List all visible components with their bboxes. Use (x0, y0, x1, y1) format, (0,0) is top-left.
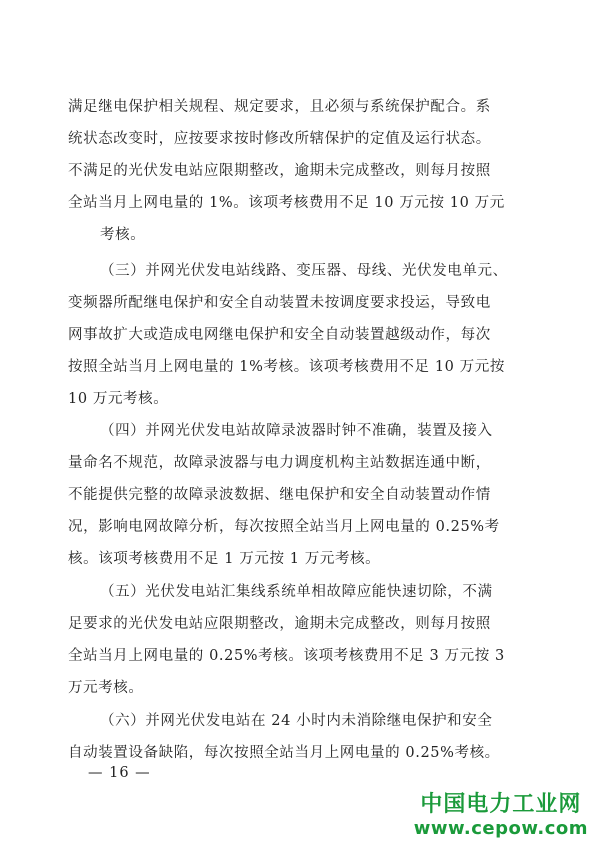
watermark-site-url: www.cepow.com (413, 818, 588, 839)
text-line: 全站当月上网电量的 0.25%考核。该项考核费用不足 3 万元按 3 (68, 648, 505, 664)
text-line: 满足继电保护相关规程、规定要求，且必须与系统保护配合。系 (68, 99, 491, 115)
text-line: （三）并网光伏发电站线路、变压器、母线、光伏发电单元、 (100, 263, 508, 279)
text-line: 不能提供完整的故障录波数据、继电保护和安全自动装置动作情 (68, 487, 491, 503)
text-line: （四）并网光伏发电站故障录波器时钟不准确，装置及接入 (100, 423, 493, 439)
text-line: 考核。 (100, 227, 146, 243)
text-line: 按照全站当月上网电量的 1%考核。该项考核费用不足 10 万元按 (68, 359, 505, 375)
text-line: 量命名不规范，故障录波器与电力调度机构主站数据连通中断， (68, 455, 491, 471)
page-number: — 16 — (88, 765, 151, 781)
site-watermark (414, 792, 588, 840)
text-line: 网事故扩大或造成电网继电保护和安全自动装置越级动作，每次 (68, 327, 491, 343)
text-line: 自动装置设备缺陷，每次按照全站当月上网电量的 0.25%考核。 (68, 745, 500, 761)
text-line: （五）光伏发电站汇集线系统单相故障应能快速切除，不满 (100, 584, 493, 600)
text-line: 全站当月上网电量的 1%。该项考核费用不足 10 万元按 10 万元 (68, 195, 505, 211)
watermark-site-name: 中国电力工业网 (420, 792, 582, 817)
text-line: 变频器所配继电保护和安全自动装置未按调度要求投运，导致电 (68, 295, 491, 311)
text-line: 不满足的光伏发电站应限期整改，逾期未完成整改，则每月按照 (68, 163, 491, 179)
text-line: 统状态改变时，应按要求按时修改所辖保护的定值及运行状态。 (68, 131, 491, 147)
text-line: 足要求的光伏发电站应限期整改，逾期未完成整改，则每月按照 (68, 616, 491, 632)
text-line: 万元考核。 (68, 680, 144, 696)
text-line: 10 万元考核。 (68, 391, 169, 407)
text-line: 况，影响电网故障分析，每次按照全站当月上网电量的 0.25%考 (68, 519, 500, 535)
text-line: （六）并网光伏发电站在 24 小时内未消除继电保护和安全 (100, 713, 493, 729)
text-line: 核。该项考核费用不足 1 万元按 1 万元考核。 (68, 551, 381, 567)
